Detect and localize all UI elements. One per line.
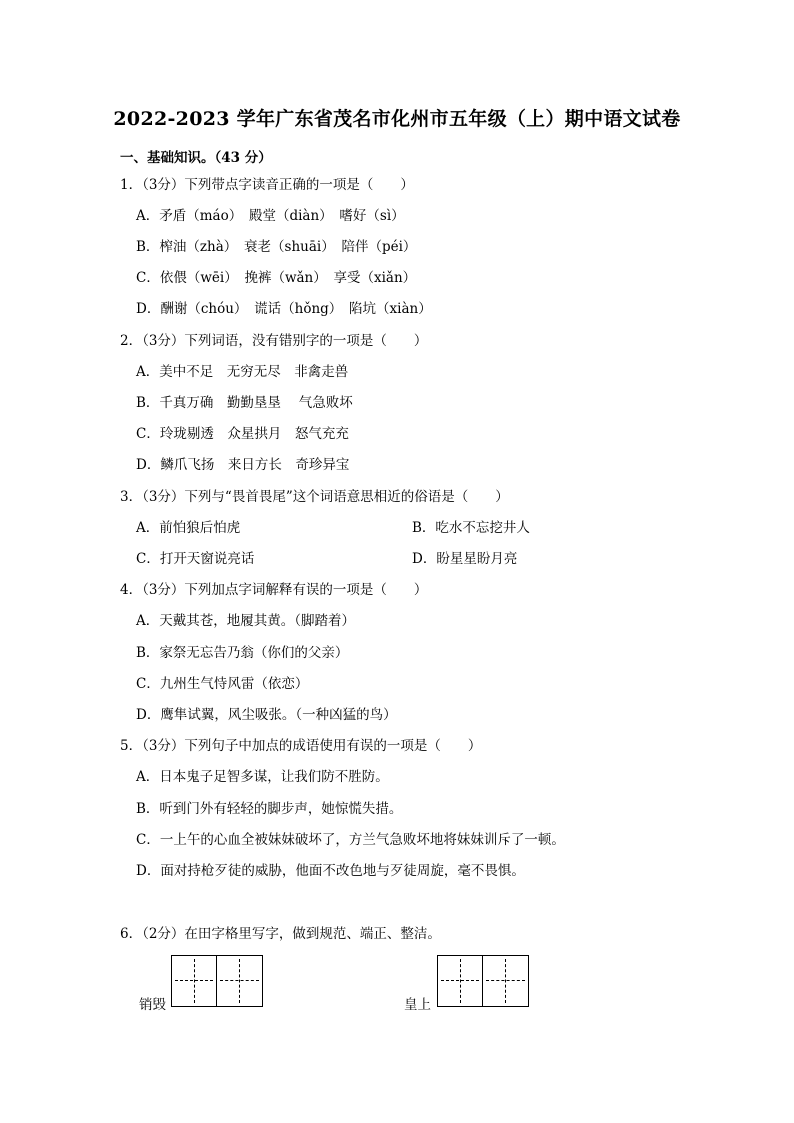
question-4-option-a: A．天戴其苍，地履其黄。（脚踏着） (136, 613, 355, 629)
question-2-option-b: B．千真万确 勤勤垦垦 气急败坏 (136, 395, 353, 411)
grid-label-1: 销毁 (139, 997, 166, 1013)
grid-cell (438, 956, 483, 1006)
question-4-option-c: C．九州生气恃风雷（依恋） (136, 676, 309, 692)
question-2-option-c: C．玲珑剔透 众星拱月 怒气充充 (136, 426, 349, 442)
question-6-stem: 6．（2分）在田字格里写字，做到规范、端正、整洁。 (120, 926, 441, 942)
grid-cell (483, 956, 528, 1006)
question-3-stem: 3．（3分）下列与“畏首畏尾”这个词语意思相近的俗语是（ ） (120, 489, 509, 505)
question-3-option-c: C．打开天窗说亮话 (136, 551, 255, 567)
question-4-option-d: D．鹰隼试翼，风尘吸张。（一种凶猛的鸟） (136, 707, 397, 723)
question-4-stem: 4．（3分）下列加点字词解释有误的一项是（ ） (120, 582, 428, 598)
page-title: 2022-2023 学年广东省茂名市化州市五年级（上）期中语文试卷 (113, 108, 681, 130)
writing-grid-1 (171, 955, 263, 1007)
grid-cell (172, 956, 217, 1006)
question-1-option-c: C．依偎（wēi） 挽裤（wǎn） 享受（xiǎn） (136, 270, 417, 286)
question-5-option-c: C．一上午的心血全被妹妹破坏了，方兰气急败坏地将妹妹训斥了一顿。 (136, 832, 565, 848)
question-5-option-d: D．面对持枪歹徒的威胁，他面不改色地与歹徒周旋，毫不畏惧。 (136, 863, 525, 879)
question-1-stem: 1．（3分）下列带点字读音正确的一项是（ ） (120, 177, 414, 193)
question-2-stem: 2．（3分）下列词语，没有错别字的一项是（ ） (120, 333, 428, 349)
writing-grid-2 (437, 955, 529, 1007)
grid-cell (217, 956, 262, 1006)
question-5-option-b: B．听到门外有轻轻的脚步声，她惊慌失措。 (136, 801, 403, 817)
question-1-option-b: B．榨油（zhà） 衰老（shuāi） 陪伴（péi） (136, 239, 417, 255)
question-1-option-a: A．矛盾（máo） 殿堂（diàn） 嗜好（sì） (136, 208, 405, 224)
question-3-option-d: D．盼星星盼月亮 (412, 551, 518, 567)
question-3-option-b: B．吃水不忘挖井人 (412, 520, 530, 536)
question-2-option-a: A．美中不足 无穷无尽 非禽走兽 (136, 364, 349, 380)
question-2-option-d: D．鳞爪飞扬 来日方长 奇珍异宝 (136, 457, 350, 473)
grid-label-2: 皇上 (404, 997, 431, 1013)
question-4-option-b: B．家祭无忘告乃翁（你们的父亲） (136, 645, 349, 661)
question-5-option-a: A．日本鬼子足智多谋，让我们防不胜防。 (136, 769, 389, 785)
question-3-option-a: A．前怕狼后怕虎 (136, 520, 241, 536)
section-heading: 一、基础知识。（43 分） (120, 150, 272, 166)
question-1-option-d: D．酬谢（chóu） 谎话（hǒng） 陷坑（xiàn） (136, 301, 432, 317)
question-5-stem: 5．（3分）下列句子中加点的成语使用有误的一项是（ ） (120, 738, 482, 754)
